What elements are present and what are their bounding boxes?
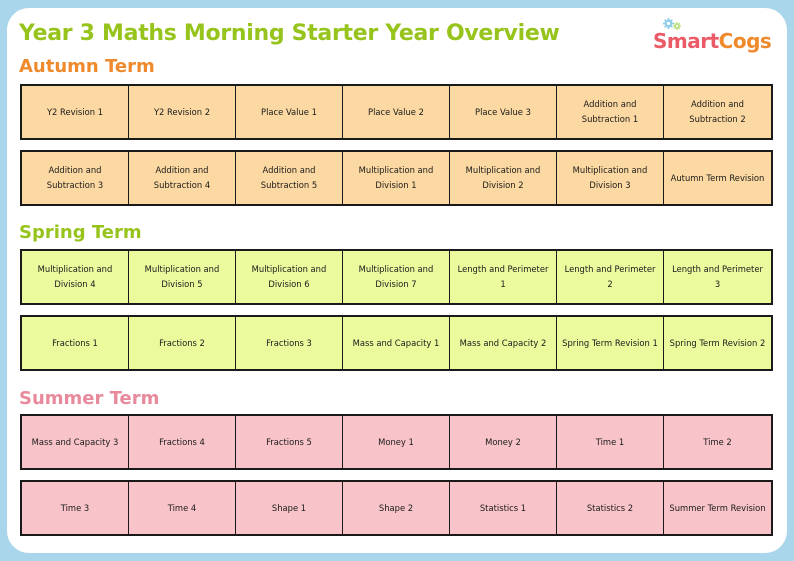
week-cell: Spring Term Revision 1 bbox=[557, 317, 664, 369]
logo-text bbox=[653, 29, 771, 53]
week-cell: Place Value 2 bbox=[343, 86, 450, 138]
week-cell: Addition and Subtraction 1 bbox=[557, 86, 664, 138]
week-cell: Multiplication and Division 1 bbox=[343, 152, 450, 204]
week-cell: Statistics 1 bbox=[450, 482, 557, 534]
week-cell: Shape 1 bbox=[236, 482, 343, 534]
logo-cogs: Cogs bbox=[718, 29, 772, 53]
week-cell: Time 4 bbox=[129, 482, 236, 534]
logo-smart: Smart bbox=[653, 29, 719, 53]
autumn-row-2 bbox=[20, 150, 773, 206]
overview-sheet bbox=[7, 8, 787, 553]
week-cell: Fractions 1 bbox=[22, 317, 129, 369]
week-cell: Time 1 bbox=[557, 416, 664, 468]
week-cell: Place Value 1 bbox=[236, 86, 343, 138]
week-cell: Length and Perimeter 1 bbox=[450, 251, 557, 303]
week-cell: Autumn Term Revision bbox=[664, 152, 771, 204]
week-cell: Place Value 3 bbox=[450, 86, 557, 138]
autumn-term-heading: Autumn Term bbox=[19, 56, 155, 77]
week-cell: Time 2 bbox=[664, 416, 771, 468]
smartcogs-logo bbox=[653, 20, 779, 56]
week-cell: Spring Term Revision 2 bbox=[664, 317, 771, 369]
spring-term-heading: Spring Term bbox=[19, 222, 142, 243]
week-cell: Statistics 2 bbox=[557, 482, 664, 534]
week-cell: Multiplication and Division 5 bbox=[129, 251, 236, 303]
week-cell: Time 3 bbox=[22, 482, 129, 534]
week-cell: Y2 Revision 1 bbox=[22, 86, 129, 138]
week-cell: Multiplication and Division 6 bbox=[236, 251, 343, 303]
week-cell: Summer Term Revision bbox=[664, 482, 771, 534]
week-cell: Multiplication and Division 7 bbox=[343, 251, 450, 303]
week-cell: Fractions 5 bbox=[236, 416, 343, 468]
week-cell: Fractions 3 bbox=[236, 317, 343, 369]
week-cell: Addition and Subtraction 5 bbox=[236, 152, 343, 204]
summer-row-2 bbox=[20, 480, 773, 536]
week-cell: Fractions 2 bbox=[129, 317, 236, 369]
week-cell: Length and Perimeter 3 bbox=[664, 251, 771, 303]
week-cell: Money 2 bbox=[450, 416, 557, 468]
spring-row-2 bbox=[20, 315, 773, 371]
week-cell: Shape 2 bbox=[343, 482, 450, 534]
week-cell: Addition and Subtraction 2 bbox=[664, 86, 771, 138]
week-cell: Length and Perimeter 2 bbox=[557, 251, 664, 303]
autumn-row-1 bbox=[20, 84, 773, 140]
week-cell: Multiplication and Division 4 bbox=[22, 251, 129, 303]
spring-row-1 bbox=[20, 249, 773, 305]
week-cell: Addition and Subtraction 4 bbox=[129, 152, 236, 204]
page-title: Year 3 Maths Morning Starter Year Overview bbox=[19, 21, 560, 46]
summer-term-heading: Summer Term bbox=[19, 388, 160, 409]
week-cell: Multiplication and Division 2 bbox=[450, 152, 557, 204]
week-cell: Mass and Capacity 2 bbox=[450, 317, 557, 369]
summer-row-1 bbox=[20, 414, 773, 470]
week-cell: Mass and Capacity 1 bbox=[343, 317, 450, 369]
week-cell: Addition and Subtraction 3 bbox=[22, 152, 129, 204]
week-cell: Mass and Capacity 3 bbox=[22, 416, 129, 468]
week-cell: Fractions 4 bbox=[129, 416, 236, 468]
week-cell: Multiplication and Division 3 bbox=[557, 152, 664, 204]
week-cell: Money 1 bbox=[343, 416, 450, 468]
week-cell: Y2 Revision 2 bbox=[129, 86, 236, 138]
